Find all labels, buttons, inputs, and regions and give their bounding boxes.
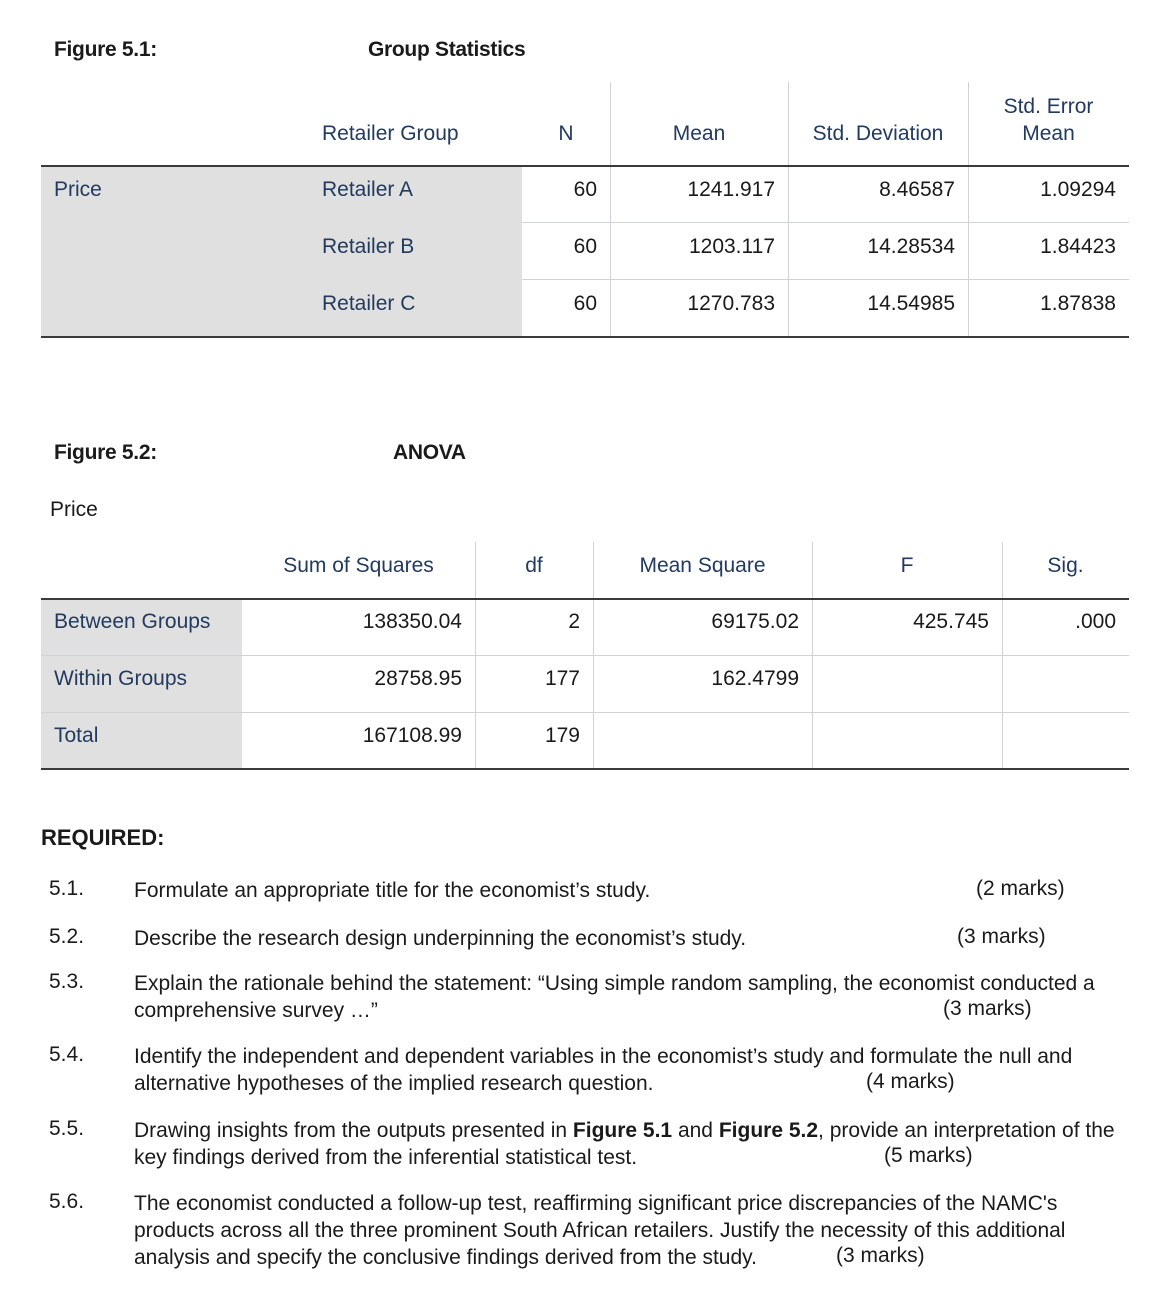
table-cell-std-error: 1.84423 [1040, 235, 1116, 258]
row-label-price: Price [54, 178, 102, 201]
question-text-part: , provide an interpretation of the key findings derived from the inferential statistical test. [134, 1119, 1115, 1169]
table-cell-mean: 1203.117 [688, 235, 775, 258]
question-number: 5.6. [49, 1190, 85, 1213]
question-number: 5.3. [49, 970, 85, 993]
anova-subtitle: Price [50, 498, 98, 521]
question-text-part: and [672, 1119, 719, 1142]
table-cell-std-deviation: 14.28534 [867, 235, 955, 258]
figure-reference: Figure 5.1 [572, 1119, 673, 1142]
table-cell-n: 60 [573, 235, 597, 258]
table-row-label: Between Groups [54, 610, 211, 633]
table-cell-df: 2 [568, 610, 580, 633]
table-row-group: Retailer B [322, 235, 415, 258]
header-sig: Sig. [1047, 554, 1084, 577]
header-retailer-group: Retailer Group [322, 122, 459, 145]
figure-5-2-label: Figure 5.2: [54, 441, 157, 464]
table-cell-df: 179 [544, 724, 580, 747]
header-mean: Mean [672, 122, 726, 145]
table-cell-std-error: 1.09294 [1040, 178, 1116, 201]
figure-5-1-label: Figure 5.1: [54, 38, 157, 61]
question-number: 5.1. [49, 877, 85, 900]
header-df: df [525, 554, 543, 577]
table-cell-std-deviation: 14.54985 [867, 292, 955, 315]
table-cell-ss: 28758.95 [374, 667, 462, 690]
question-text: The economist conducted a follow-up test, reaffirming significant price discrepancies of the NAMC's products across all the three prominent South African retailers. Justify the necessity of this additional analysis and specify the conclusive findings derived from the study. [134, 1192, 1066, 1269]
question-number: 5.5. [49, 1117, 85, 1140]
table-row-label: Total [54, 724, 99, 747]
question-text [134, 1117, 1122, 1171]
table-cell-sig: .000 [1075, 610, 1116, 633]
table-cell-ms: 69175.02 [711, 610, 799, 633]
question-text: Describe the research design underpinning the economist’s study. [134, 927, 747, 950]
figure-reference: Figure 5.2 [718, 1119, 819, 1142]
table-cell-n: 60 [573, 292, 597, 315]
required-heading: REQUIRED: [41, 825, 165, 850]
group-statistics-header [41, 82, 1129, 166]
header-mean-square: Mean Square [639, 554, 766, 577]
question-text: Identify the independent and dependent variables in the economist’s study and formulate the null and alternative hypotheses of the implied research question. [134, 1045, 1073, 1095]
group-statistics-table [41, 82, 1129, 338]
question-text: Explain the rationale behind the statement: “Using simple random sampling, the economist conducted a comprehensive survey …” [134, 972, 1095, 1022]
header-n: N [558, 122, 574, 145]
header-sum-of-squares: Sum of Squares [283, 554, 434, 577]
question-text-part: Drawing insights from the outputs presented in [134, 1119, 573, 1142]
table-cell-ms: 162.4799 [711, 667, 799, 690]
question-marks: (3 marks) [957, 925, 1046, 948]
table-cell-std-deviation: 8.46587 [879, 178, 955, 201]
table-cell-n: 60 [573, 178, 597, 201]
table-row-group: Retailer C [322, 292, 416, 315]
table-cell-mean: 1270.783 [687, 292, 775, 315]
anova-table [41, 542, 1129, 770]
question-number: 5.2. [49, 925, 85, 948]
table-cell-ss: 167108.99 [362, 724, 462, 747]
table-cell-f: 425.745 [913, 610, 989, 633]
question-marks: (4 marks) [866, 1070, 955, 1093]
question-text: Formulate an appropriate title for the economist’s study. [134, 879, 651, 902]
question-number: 5.4. [49, 1043, 85, 1066]
header-std-deviation: Std. Deviation [812, 122, 944, 145]
table-row-group: Retailer A [322, 178, 414, 201]
question-marks: (5 marks) [884, 1144, 973, 1167]
row-label-shading [41, 166, 522, 338]
anova-title: ANOVA [393, 441, 466, 464]
question-marks: (3 marks) [943, 997, 1032, 1020]
table-cell-std-error: 1.87838 [1040, 292, 1116, 315]
header-std-error-mean: Std. Error Mean [1003, 95, 1094, 145]
header-f: F [900, 554, 914, 577]
table-cell-mean: 1241.917 [687, 178, 775, 201]
table-cell-df: 177 [544, 667, 580, 690]
table-row-label: Within Groups [54, 667, 188, 690]
group-statistics-title: Group Statistics [368, 38, 526, 61]
question-marks: (3 marks) [836, 1244, 925, 1267]
table-cell-ss: 138350.04 [362, 610, 462, 633]
question-marks: (2 marks) [976, 877, 1065, 900]
